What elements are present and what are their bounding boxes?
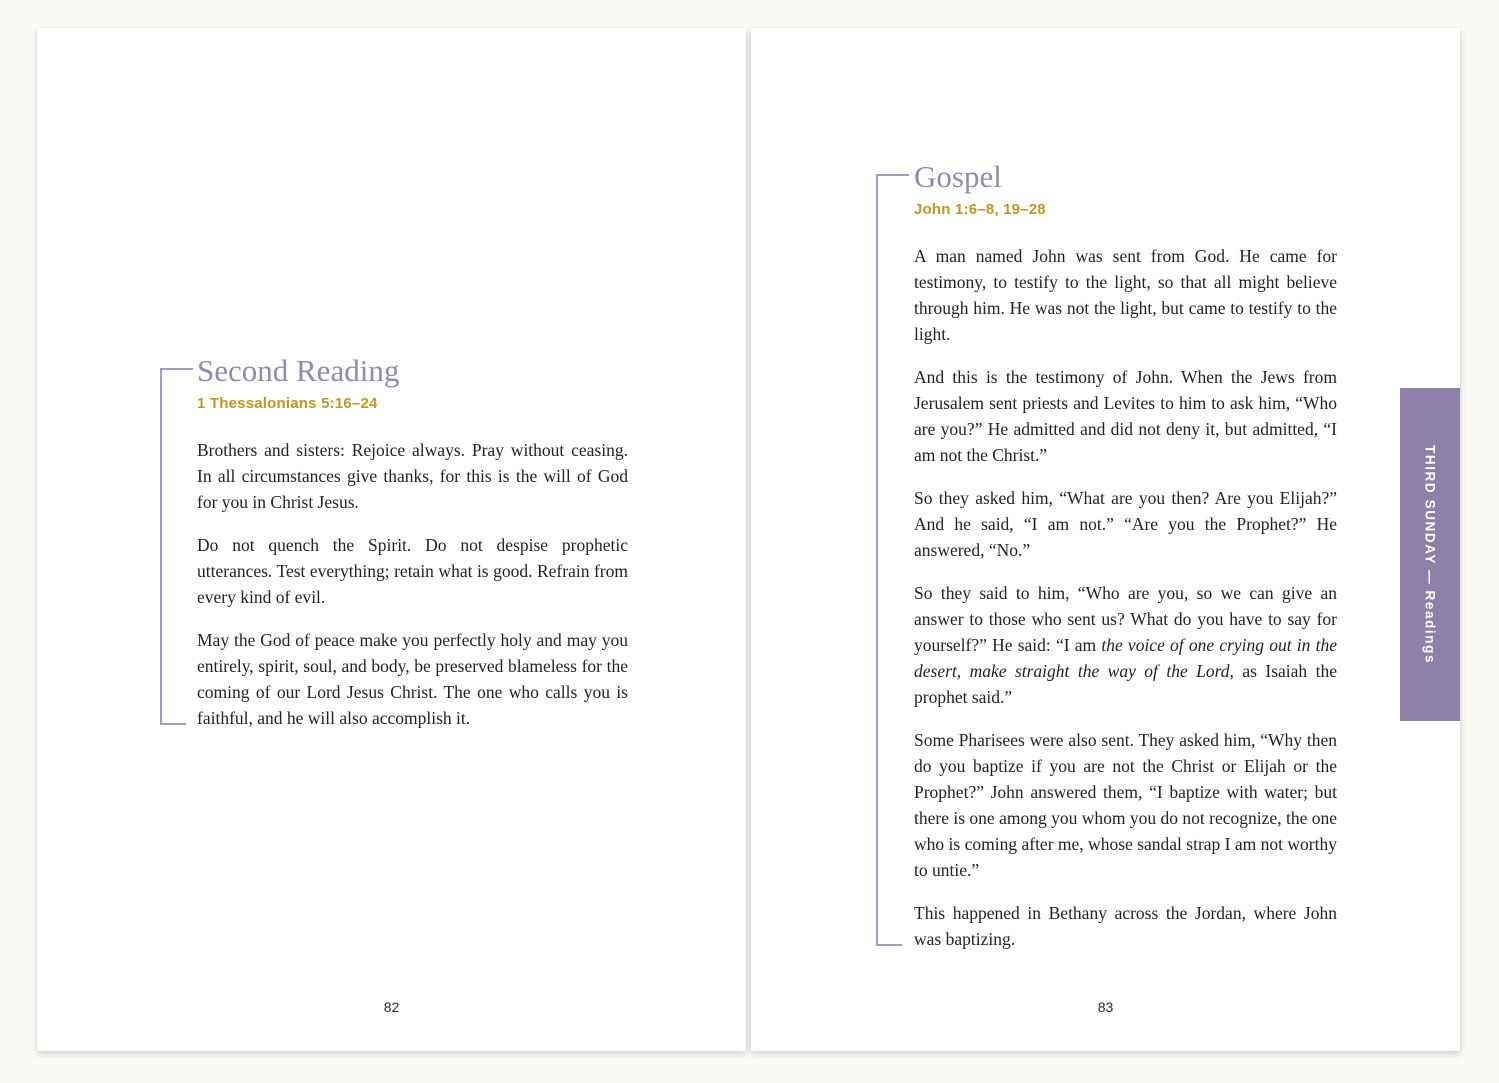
page-number: 82 [383, 999, 400, 1015]
reading-paragraph: And this is the testimony of John. When the Jews from Jerusalem sent priests and Levites to him to ask him, “Who are you?” He admitted and did not deny it, but admitted, “I am not the Christ.” [914, 367, 1337, 465]
gospel-section [876, 159, 1337, 952]
reading-paragraph: So they asked him, “What are you then? Are you Elijah?” And he said, “I am not.” “Are you the Prophet?” He answered, “No.” [914, 488, 1337, 560]
reading-text [197, 437, 628, 731]
reading-paragraph: Some Pharisees were also sent. They asked him, “Why then do you baptize if you are not the Christ or Elijah or the Prophet?” John answered them, “I baptize with water; but there is one among you whom you do not recognize, the one who is coming after me, whose sandal strap I am not worthy to untie.” [914, 730, 1337, 880]
chapter-side-tab-label: THIRD SUNDAY — Readings [1422, 444, 1438, 665]
section-title: Second Reading [197, 353, 400, 388]
section-title: Gospel [914, 159, 1002, 194]
reading-paragraph: Do not quench the Spirit. Do not despise prophetic utterances. Test everything; retain what is good. Refrain from every kind of evil. [197, 535, 628, 607]
right-page [751, 28, 1460, 1051]
reading-paragraph: May the God of peace make you perfectly holy and may you entirely, spirit, soul, and body, be preserved blameless for the coming of our Lord Jesus Christ. The one who calls you is faithful, and he will also accomplish it. [197, 630, 628, 728]
reading-paragraph: A man named John was sent from God. He came for testimony, to testify to the light, so that all might believe through him. He was not the light, but came to testify to the light. [914, 246, 1337, 344]
reading-paragraph: This happened in Bethany across the Jordan, where John was baptizing. [914, 903, 1337, 949]
section-bracket-line [876, 174, 878, 946]
reading-paragraph: So they said to him, “Who are you, so we can give an answer to those who sent us? What do you have to say for yourself?” He said: “I am the voice of one crying out in the desert, make straight the way of the Lord, as Isaiah the prophet said.” [914, 583, 1338, 707]
page-number: 83 [1097, 999, 1114, 1015]
scripture-reference: 1 Thessalonians 5:16–24 [197, 395, 378, 412]
section-content [197, 353, 628, 731]
left-page [37, 28, 746, 1051]
scripture-reference: John 1:6–8, 19–28 [914, 201, 1046, 218]
reading-paragraph: Brothers and sisters: Rejoice always. Pray without ceasing. In all circumstances give thanks, for this is the will of God for you in Christ Jesus. [197, 440, 628, 512]
section-content [914, 159, 1337, 952]
section-bracket-line [160, 368, 162, 725]
second-reading-section [160, 353, 628, 731]
reading-text [914, 243, 1337, 952]
chapter-side-tab [1400, 388, 1460, 721]
